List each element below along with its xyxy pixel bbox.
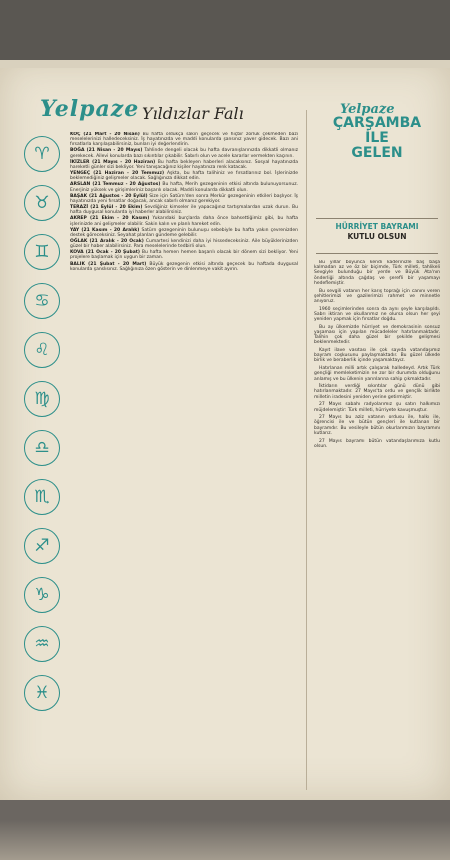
horoscope-text: Bu hafta bekleyen haberleri alacaksınız. Sosyal hayatınızda hareketli günler sizi bekliyor. Yeni tanışacağınız kişiler hayatınıza renk katacak. (70, 159, 298, 170)
magazine-page (0, 60, 450, 800)
holiday-heading-line-3: GELEN (351, 145, 403, 161)
leo-icon: ♌ (24, 332, 60, 368)
holiday-paragraph: Bu yıllar boyunca kendi kaderinizle baş başa kalmadan az ve öz bir biçimde, Türk milleti, tahlikeli Sevgiyle bulunduğu bir yerde ve Büyük Ata'nın önderliği altında çağdaş ve şerefli bir yaşamayı hedeflemiştir. (314, 260, 440, 286)
horoscope-sign-label: BAŞAK (21 Ağustos - 20 Eylül) (70, 193, 148, 199)
horoscope-text: Bu hafta hemen hemen başarılı olacak bir dönem sizi bekliyor. Yeni projelere başlamak için uygun bir zaman. (70, 250, 298, 261)
horoscope-sign-label: YAY (21 Kasım - 20 Aralık) (70, 227, 140, 233)
holiday-paragraph: Bu ay ülkemizde hürriyet ve demokrasinin sonsuz yaşaması için yapılan mücadeleler hatırlanmaktadır. Talihin çok daha güzel bir şekilde gelişmesi beklenmektedir. (314, 324, 440, 346)
horoscope-text: Tahlinde dengeli olacak bu hafta davranışlarınızda dikkatli olmanız gerekecek. Ailevi konularda bazı sıkıntılar çıkabilir. Sabırlı olun ve acele kararlar vermekten kaçının. (70, 148, 298, 159)
holiday-article-column (314, 260, 440, 795)
horoscope-text: Yukarıdaki burçlarda daha önce bahsettiğimiz gibi, bu hafta işlerinizde ani gelişmeler olabilir. Sakin kalın ve planlı hareket edin. (70, 216, 298, 227)
holiday-paragraph: 27 Mayıs sabahı radyolarımız şu satırı halkımızı müjdelemiştir: Türk milleti, hürriyete kavuşmuştur. (314, 402, 440, 413)
horoscope-header (22, 94, 262, 130)
gemini-icon: ♊ (24, 234, 60, 270)
horoscope-sign-label: YENGEÇ (21 Haziran - 20 Temmuz) (70, 171, 165, 177)
horoscope-sign-label: AKREP (21 Ekim - 20 Kasım) (70, 216, 150, 222)
page-edge (0, 60, 450, 68)
horoscope-text: Cumartesi kendinizi daha iyi hissedeceksiniz. Aile büyüklerinizden güzel bir haber alabilirsiniz. Para meselelerinde tedbirli olun. (70, 238, 298, 250)
horoscope-paragraph (70, 148, 298, 158)
holiday-title-line-1: HÜRRİYET BAYRAMI (335, 222, 419, 231)
cancer-icon: ♋ (24, 283, 60, 319)
virgo-icon: ♍ (24, 381, 60, 417)
taurus-icon: ♉ (24, 185, 60, 221)
horoscope-text: Aşkta, bu hafta talihiniz ve fırsatlarınız bol. İşlerinizde beklemediğiniz gelişmeler olacak. Sağlığınıza dikkat edin. (70, 171, 298, 182)
horoscope-paragraph (70, 194, 298, 204)
libra-icon: ♎ (24, 430, 60, 466)
sagittarius-icon: ♐ (24, 528, 60, 564)
horoscope-sign-label: KOVA (21 Ocak - 20 Şubat) (70, 250, 140, 256)
aries-icon: ♈ (24, 136, 60, 172)
horoscope-text: Bu hafta oldukça sakin geçecek ve hiçbir zorluk çekmeden bazı meselelerinizi halledeceksiniz. İş hayatınızda ve maddi konularda şansınız yaver gidecek. Bazı ani fırsatlarla karşılaşabilirsiniz, bunları iyi değerlendirin. (70, 132, 298, 148)
horoscope-text: Satürn gezegeninin bulunuşu sebebiyle bu hafta yakın çevrenizden destek göreceksiniz. Seyahat planları gündeme gelebilir. (70, 227, 298, 238)
holiday-paragraph: Hatırlanan milli artık çalışarak halledeyd. Artık Türk gençliği memleketimizin ne zor bir durumda olduğunu anlamış ve bu ülkenin yarınlarına sahip çıkmaktadır. (314, 366, 440, 382)
holiday-paragraph: İktidarın verdiği sıkıntılar günü dünü gibi hatırlanmaktadır. 27 Mayıs'ta ordu ve gençlik birlikte milletin iradesini yeniden yerine getirmiştir. (314, 384, 440, 400)
holiday-paragraph: 27 Mayıs bayramı bütün vatandaşlarımıza kutlu olsun. (314, 438, 440, 449)
horoscope-column (70, 132, 298, 792)
holiday-paragraph: Kayıt ilave vasıtası ile çok sayıda vatandaşımız bayram coşkusunu paylaşmaktadır. Bu güzel ülkede birlik ve beraberlik içinde yaşamaktayız. (314, 348, 440, 364)
horoscope-paragraph (70, 216, 298, 226)
holiday-title-line-2: KUTLU OLSUN (347, 232, 407, 241)
horoscope-text: Sevdiğiniz kimseler ile yapacağınız tartışmalardan uzak durun. Bu hafta duygusal konularda iyi haberler alabilirsiniz. (70, 205, 298, 216)
horoscope-paragraph (70, 160, 298, 170)
horoscope-sign-label: TERAZİ (21 Eylül - 20 Ekim) (70, 205, 143, 211)
horoscope-sign-label: İKİZLER (21 Mayıs - 20 Haziran) (70, 159, 156, 165)
holiday-heading (318, 116, 436, 161)
aquarius-icon: ♒ (24, 626, 60, 662)
column-divider (306, 110, 307, 790)
horoscope-text: Büyük gezegenin etkisi altında geçecek bu haftada duygusal konularda şanslısınız. Sağlığınıza özen gösterin ve dinlenmeye vakit ayırın. (70, 261, 298, 272)
horoscope-paragraph (70, 132, 298, 147)
horoscope-sign-label: ARSLAN (21 Temmuz - 20 Ağustos) (70, 182, 161, 188)
horoscope-text: Size için Satürn'den sonra Merkür gezegeninin etkileri başlıyor. İş hayatınızda yeni fırsatlar doğacak, ancak sabırlı olmanız gerekiyor. (70, 193, 298, 204)
scorpio-icon: ♏ (24, 479, 60, 515)
holiday-heading-line-2: İLE (365, 130, 389, 146)
capricorn-icon: ♑ (24, 577, 60, 613)
horoscope-paragraph (70, 239, 298, 249)
horoscope-script-heading: Yelpaze (40, 96, 140, 122)
holiday-title-box (316, 218, 438, 254)
horoscope-title: Yıldızlar Falı (142, 104, 244, 123)
holiday-paragraph: 27 Mayıs bu aziz vatanın ordusu ile, halkı ile, öğrencisi ile ve bütün gençleri ile kutlanan bir bayramdır. Bu vesileyle bütün okurlarımızın bayramını kutlarız. (314, 415, 440, 436)
horoscope-paragraph (70, 262, 298, 272)
horoscope-sign-label: KOÇ (21 Mart - 20 Nisan) (70, 132, 140, 137)
page-shadow (0, 820, 450, 860)
horoscope-text: Bu hafta, Merih gezegeninin etkisi altında bulunuyorsunuz. Enerjiniz yüksek ve girişimleriniz başarılı olacak. Maddi konularda dikkatli olun. (70, 182, 298, 193)
zodiac-icon-strip (14, 136, 68, 736)
holiday-heading-line-1: ÇARŞAMBA (332, 115, 422, 131)
horoscope-sign-label: OĞLAK (21 Aralık - 20 Ocak) (70, 238, 144, 244)
horoscope-paragraph (70, 182, 298, 192)
holiday-paragraph: Bu sevgili vatanın her karış toprağı için canını veren şehitlerimizi ve gazilerimizi rahmet ve minnetle anıyoruz. (314, 288, 440, 304)
horoscope-paragraph (70, 250, 298, 260)
horoscope-paragraph (70, 171, 298, 181)
holiday-paragraph: 1960 seçimlerinden sonra da aynı şeyle karşılaşıldı. Sabrı iktiran ve okullarımız ne olursa olsun her şeyi yeniden yapmak için fırsatlar doğdu. (314, 306, 440, 323)
desk-background (0, 0, 450, 62)
holiday-script-heading: Yelpaze (340, 102, 395, 117)
horoscope-paragraph (70, 205, 298, 215)
horoscope-sign-label: BALIK (21 Şubat - 20 Mart) (70, 261, 147, 267)
horoscope-paragraph (70, 228, 298, 238)
horoscope-sign-label: BOĞA (21 Nisan - 20 Mayıs) (70, 148, 143, 154)
pisces-icon: ♓ (24, 675, 60, 711)
